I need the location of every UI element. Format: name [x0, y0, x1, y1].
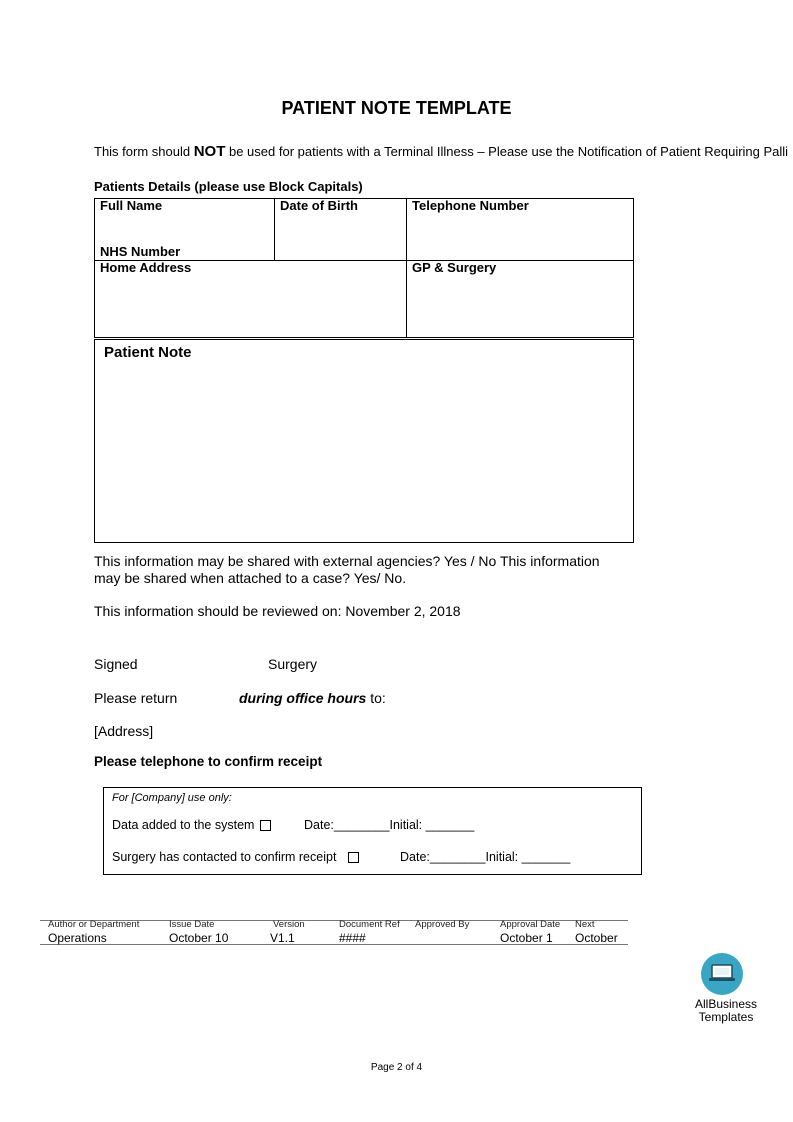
- sharing-text-line1: This information may be shared with external agencies? Yes / No This information: [94, 553, 600, 569]
- logo-text: [686, 998, 766, 1024]
- surgery-contacted-checkbox[interactable]: [348, 852, 359, 863]
- footer-header-version: Version: [273, 919, 305, 930]
- intro-before: This form should: [94, 144, 194, 159]
- intro-emphasis: NOT: [193, 143, 226, 160]
- review-text: This information should be reviewed on: November 2, 2018: [94, 603, 461, 619]
- intro-after: be used for patients with a Terminal Illness – Please use the Notification of Patient Requiring Palli: [225, 144, 789, 159]
- nhs-number-label: NHS Number: [100, 244, 181, 259]
- footer-value-author: Operations: [48, 931, 107, 945]
- date-of-birth-label: Date of Birth: [280, 198, 358, 213]
- data-added-date-initial: Date:________Initial: _______: [304, 818, 475, 832]
- logo-text-line1: AllBusiness: [694, 997, 758, 1011]
- laptop-icon-graphic: [701, 953, 743, 995]
- telephone-number-label: Telephone Number: [412, 198, 529, 213]
- laptop-icon: [701, 953, 743, 995]
- gp-surgery-label: GP & Surgery: [412, 260, 497, 275]
- page-title: PATIENT NOTE TEMPLATE: [281, 98, 512, 118]
- patient-note-label: Patient Note: [104, 344, 192, 361]
- surgery-label: Surgery: [268, 656, 318, 672]
- address-placeholder: [Address]: [94, 723, 154, 739]
- footer-header-document-ref: Document Ref: [339, 919, 400, 930]
- office-hours-text: [239, 690, 386, 706]
- footer-header-approval-date: Approval Date: [500, 919, 561, 930]
- sharing-text-line2: may be shared when attached to a case? Yes/ No.: [94, 570, 407, 586]
- footer-header-approved-by: Approved By: [415, 919, 470, 930]
- data-added-checkbox[interactable]: [260, 820, 271, 831]
- patient-note-box[interactable]: [94, 339, 634, 543]
- full-name-label: Full Name: [100, 198, 163, 213]
- footer-value-next: October: [575, 931, 618, 945]
- intro-text: [94, 143, 793, 160]
- office-hours-suffix: to:: [366, 690, 386, 706]
- footer-header-issue-date: Issue Date: [169, 919, 215, 930]
- data-added-row: [112, 818, 271, 832]
- surgery-contacted-row: [112, 850, 359, 864]
- footer-header-author: Author or Department: [48, 919, 140, 930]
- surgery-contacted-date-initial: Date:________Initial: _______: [400, 850, 571, 864]
- data-added-label: Data added to the system: [112, 818, 255, 832]
- footer-value-document-ref: ####: [339, 931, 366, 945]
- footer-header-next: Next: [575, 919, 595, 930]
- footer-value-version: V1.1: [270, 931, 295, 945]
- home-address-label: Home Address: [100, 260, 192, 275]
- logo-text-line2: Templates: [698, 1010, 754, 1024]
- patient-details-label: Patients Details (please use Block Capitals): [94, 179, 363, 194]
- telephone-confirm-label: Please telephone to confirm receipt: [94, 754, 323, 769]
- please-return-label: Please return: [94, 690, 178, 706]
- footer-value-issue-date: October 10: [169, 931, 229, 945]
- surgery-contacted-label: Surgery has contacted to confirm receipt: [112, 850, 337, 864]
- signed-label: Signed: [94, 656, 138, 672]
- office-hours-emphasis: during office hours: [239, 690, 367, 706]
- footer-value-approval-date: October 1: [500, 931, 553, 945]
- company-use-title: For [Company] use only:: [112, 792, 232, 804]
- page-number: Page 2 of 4: [370, 1062, 423, 1073]
